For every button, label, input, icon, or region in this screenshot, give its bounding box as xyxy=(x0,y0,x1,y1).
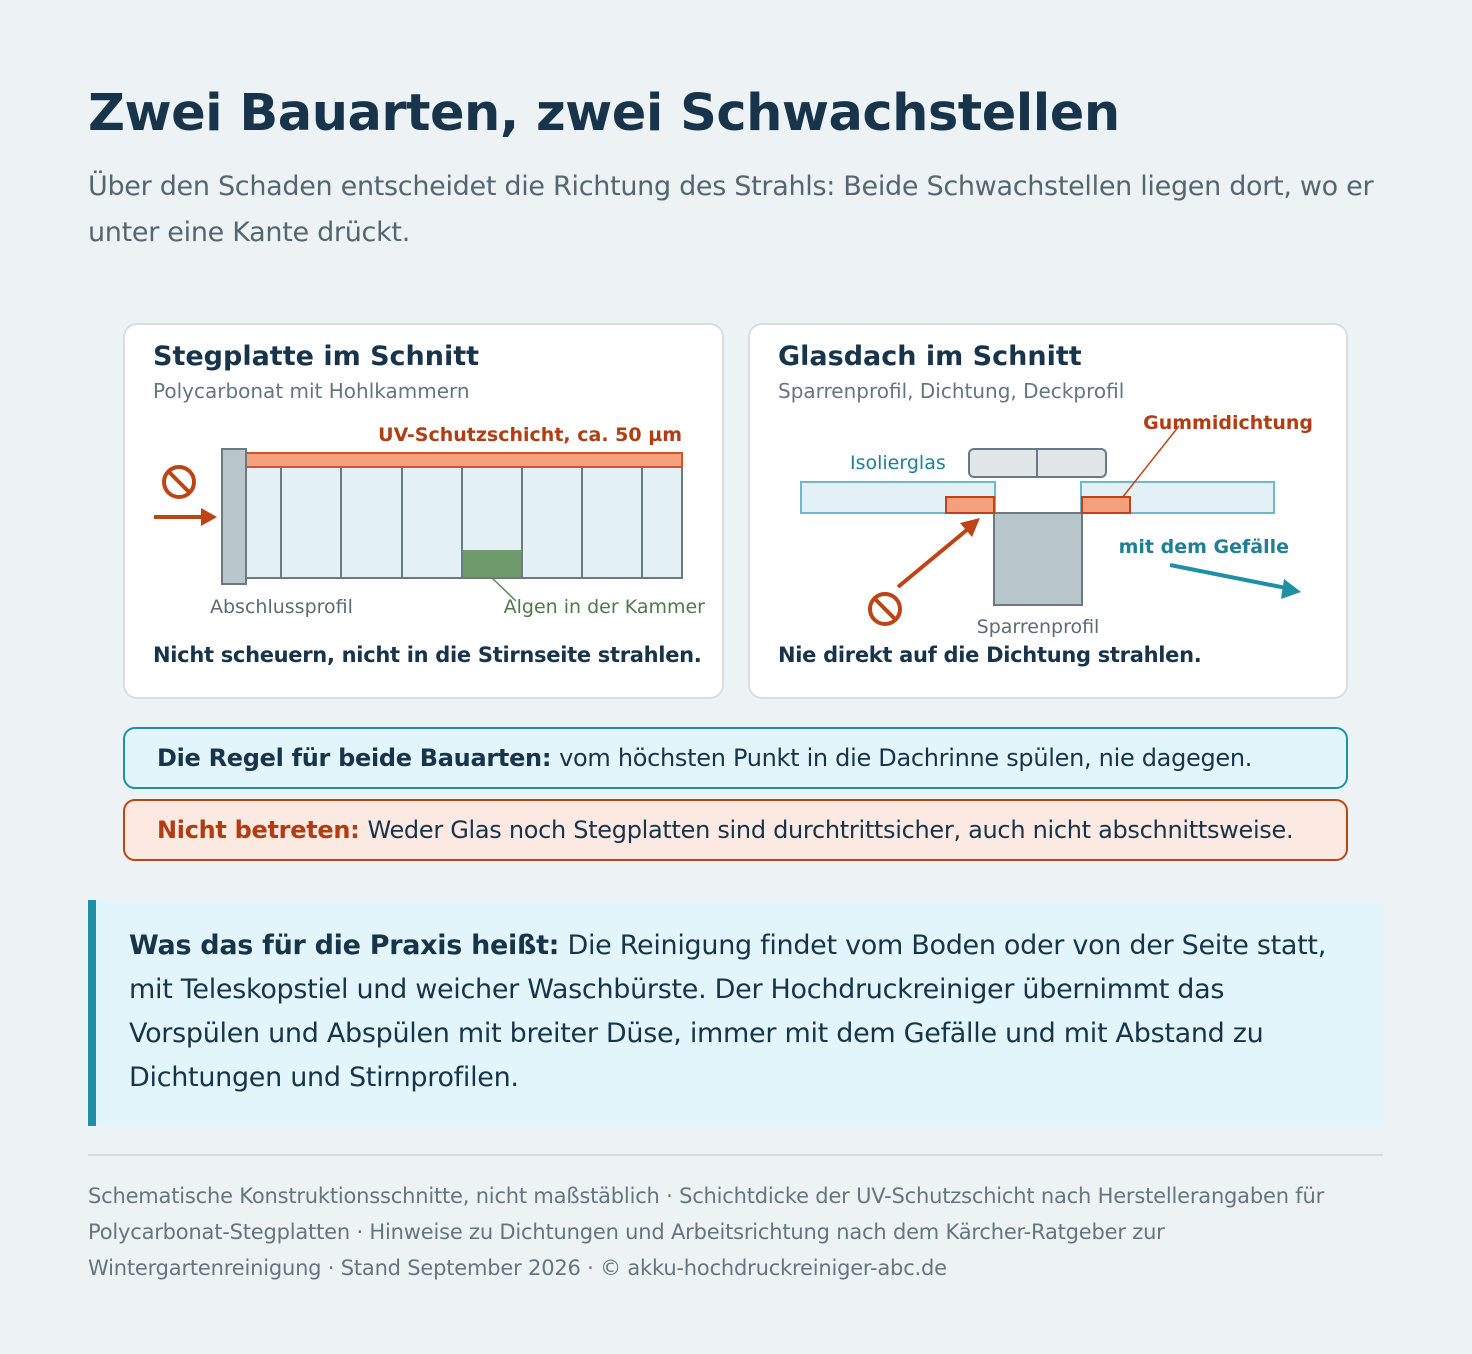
gasket-right xyxy=(1082,497,1130,513)
card-note: Nicht scheuern, nicht in die Stirnseite strahlen. xyxy=(153,643,702,667)
warning-text: Weder Glas noch Stegplatten sind durchtrittsicher, auch nicht abschnittsweise. xyxy=(367,816,1294,844)
gasket-left xyxy=(946,497,994,513)
card-title: Glasdach im Schnitt xyxy=(778,341,1082,372)
footer-divider xyxy=(88,1154,1383,1156)
prohibition-icon xyxy=(164,467,194,497)
page-title: Zwei Bauarten, zwei Schwachstellen xyxy=(88,84,1120,143)
card-stegplatte xyxy=(123,323,724,699)
practice-callout xyxy=(88,900,1383,1126)
warning-box xyxy=(123,799,1348,861)
uv-layer xyxy=(245,453,682,467)
card-subtitle: Polycarbonat mit Hohlkammern xyxy=(153,379,470,403)
prohibition-icon xyxy=(870,594,900,624)
algae-patch xyxy=(463,550,521,577)
card-note: Nie direkt auf die Dichtung strahlen. xyxy=(778,643,1202,667)
footer-note: Schematische Konstruktionsschnitte, nicht maßstäblich · Schichtdicke der UV-Schutzschicht nach Herstellerangaben für Polycarbonat-Stegplatten · Hinweise zu Dichtungen und Arbeitsrichtung nach dem Kärcher-Ratgeber zur Wintergartenreinigung · Stand September 2026 · © akku-hochdruckreiniger-abc.de xyxy=(88,1184,1325,1280)
card-subtitle: Sparrenprofil, Dichtung, Deckprofil xyxy=(778,379,1125,403)
algae-label: Algen in der Kammer xyxy=(503,596,705,618)
slope-label: mit dem Gefälle xyxy=(1118,536,1289,558)
rafter-label: Sparrenprofil xyxy=(976,616,1100,638)
uv-layer-label: UV-Schutzschicht, ca. 50 µm xyxy=(378,424,682,446)
arrow-icon xyxy=(154,508,217,526)
glass-label: Isolierglas xyxy=(850,452,946,474)
card-title: Stegplatte im Schnitt xyxy=(153,341,480,372)
end-profile xyxy=(222,449,246,584)
practice-lead: Was das für die Praxis heißt: xyxy=(129,930,560,961)
slope-arrow-icon xyxy=(1170,565,1301,599)
rule-text: vom höchsten Punkt in die Dachrinne spülen, nie dagegen. xyxy=(559,744,1253,772)
gasket-label: Gummidichtung xyxy=(1143,412,1313,434)
rule-box xyxy=(123,727,1348,789)
end-profile-label: Abschlussprofil xyxy=(210,596,353,618)
warning-lead: Nicht betreten: xyxy=(157,816,360,844)
rule-lead: Die Regel für beide Bauarten: xyxy=(157,744,552,772)
rafter-profile xyxy=(994,513,1082,605)
practice-text: Die Reinigung findet vom Boden oder von der Seite statt, mit Teleskopstiel und weicher Waschbürste. Der Hochdruckreiniger übernimmt das Vorspülen und Abspülen mit breiter Düse, immer mit dem Gefälle und mit Abstand zu Dichtungen und Stirnprofilen. xyxy=(129,930,1326,1093)
practice-paragraph xyxy=(129,924,1353,1100)
card-glasdach xyxy=(748,323,1348,699)
arrow-icon xyxy=(898,518,980,587)
page-subtitle: Über den Schaden entscheidet die Richtung des Strahls: Beide Schwachstellen liegen dort, wo er unter eine Kante drückt. xyxy=(88,171,1374,248)
